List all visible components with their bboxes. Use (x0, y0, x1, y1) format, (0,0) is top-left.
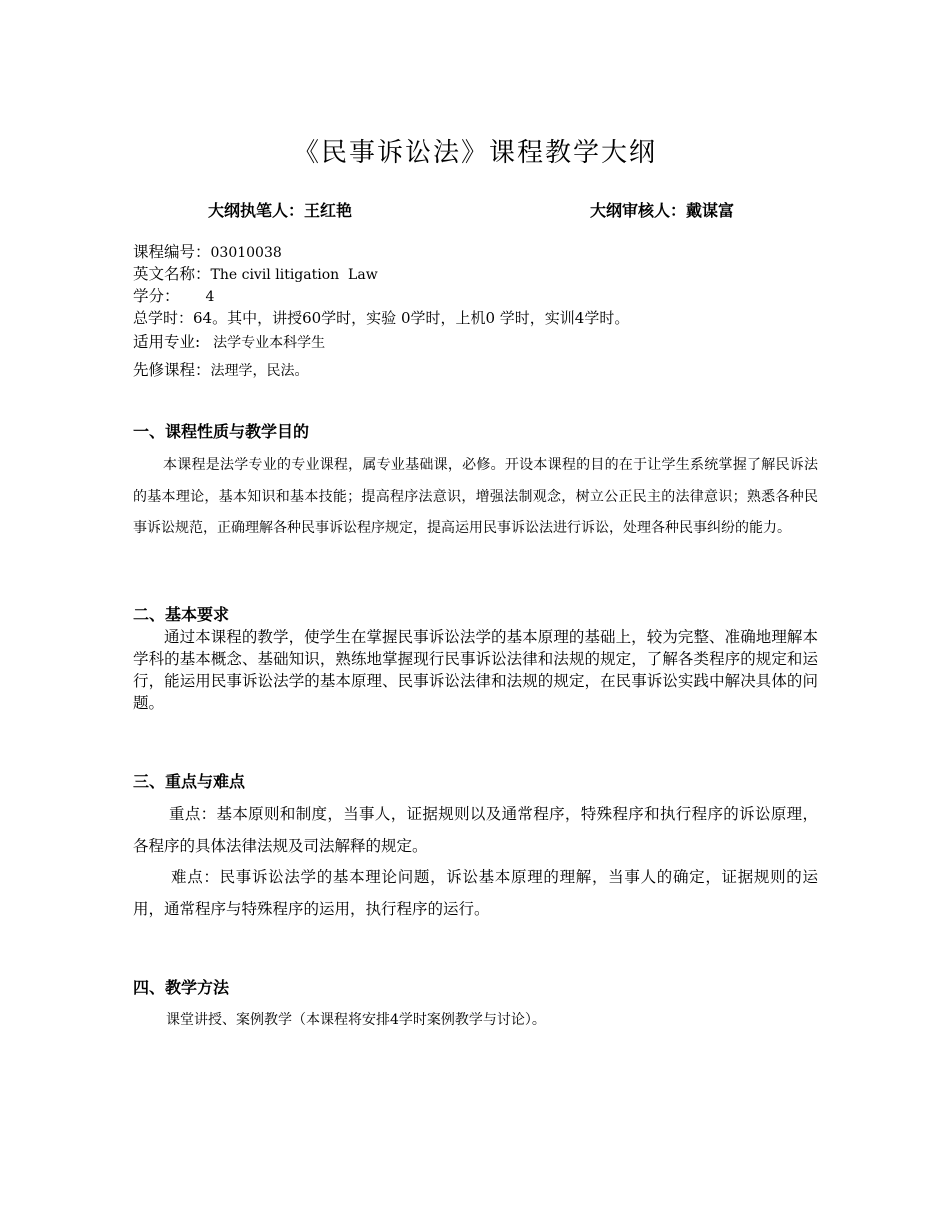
author-line: 大纲执笔人：王红艳 (208, 201, 353, 220)
reviewer-line: 大纲审核人：戴谋富 (590, 201, 735, 220)
section-3-heading: 三、重点与难点 (133, 772, 246, 791)
total-hours-row: 总学时：64。其中，讲授60学时，实验 0学时，上机0 学时，实训4学时。 (133, 309, 630, 327)
section-1-body: 本课程是法学专业的专业课程，属专业基础课，必修。开设本课程的目的在于让学生系统掌握了解民诉法的基本理论，基本知识和基本技能；提高程序法意识，增强法制观念，树立公正民主的法律意识；熟悉各种民事诉讼规范，正确理解各种民事诉讼程序规定，提高运用民事诉讼法进行诉讼，处理各种民事纠纷的能力。 (133, 457, 818, 536)
document-title: 《民事诉讼法》课程教学大纲 (292, 138, 657, 168)
section-2-heading: 二、基本要求 (133, 605, 230, 624)
credits-value: 4 (205, 289, 215, 305)
section-3-key-points: 重点：基本原则和制度，当事人，证据规则以及通常程序，特殊程序和执行程序的诉讼原理，各程序的具体法律法规及司法解释的规定。 (133, 805, 818, 855)
english-name-label: 英文名称： (133, 265, 211, 283)
credits-label: 学分： (133, 287, 180, 305)
english-name-row (133, 263, 378, 286)
major-value: 法学专业本科学生 (213, 335, 326, 351)
major-row (133, 331, 325, 354)
course-code-row (133, 241, 282, 264)
major-label: 适用专业: (133, 333, 206, 351)
course-code-value: 03010038 (210, 245, 282, 261)
section-3-difficult-points: 难点：民事诉讼法学的基本理论问题，诉讼基本原理的理解，当事人的确定，证据规则的运用，通常程序与特殊程序的运用，执行程序的运行。 (133, 868, 818, 918)
english-name-value: The civil litigation Law (210, 267, 378, 283)
course-code-label: 课程编号： (133, 243, 211, 261)
section-2-body: 通过本课程的教学，使学生在掌握民事诉讼法学的基本原理的基础上，较为完整、准确地理解本学科的基本概念、基础知识，熟练地掌握现行民事诉讼法律和法规的规定，了解各类程序的规定和运行，能运用民事诉讼法学的基本原理、民事诉讼法律和法规的规定，在民事诉讼实践中解决具体的问题。 (133, 628, 818, 712)
credits-row (133, 285, 214, 308)
prereq-row (133, 359, 309, 382)
prereq-label: 先修课程： (133, 361, 211, 379)
section-4-heading: 四、教学方法 (133, 978, 230, 997)
prereq-value: 法理学，民法。 (210, 363, 309, 379)
section-4-body: 课堂讲授、案例教学（本课程将安排4学时案例教学与讨论）。 (166, 1012, 546, 1028)
section-1-heading: 一、课程性质与教学目的 (133, 422, 310, 441)
